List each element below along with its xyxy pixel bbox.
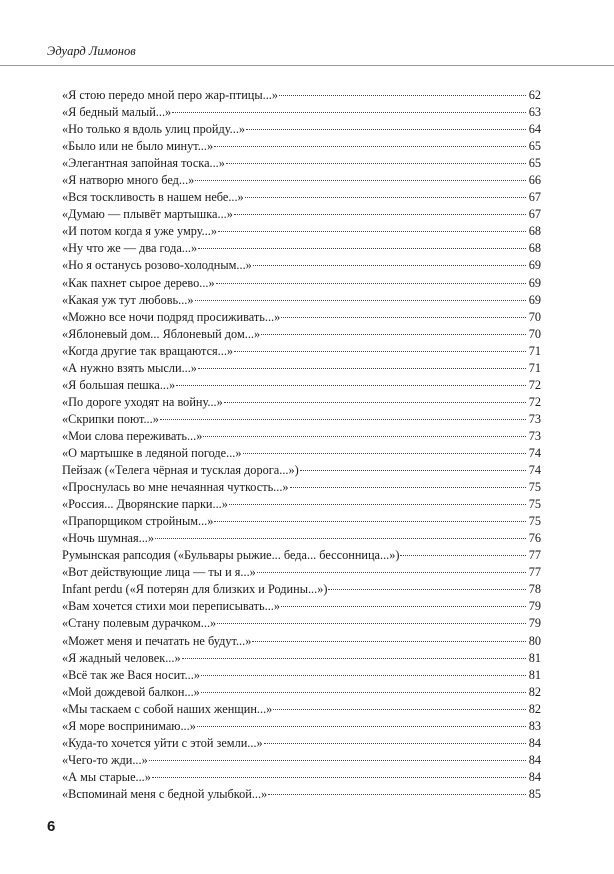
- toc-entry[interactable]: [62, 633, 541, 650]
- toc-entry[interactable]: [62, 309, 541, 326]
- dot-leader: [160, 419, 526, 420]
- dot-leader: [197, 726, 526, 727]
- toc-entry-title: «Чего-то жди...»: [62, 752, 148, 767]
- toc-entry[interactable]: [62, 172, 541, 189]
- toc-entry[interactable]: [62, 87, 541, 104]
- dot-leader: [252, 641, 526, 642]
- dot-leader: [195, 180, 526, 181]
- header-rule: [0, 65, 614, 66]
- dot-leader: [257, 572, 526, 573]
- toc-entry-title: «Стану полевым дурачком...»: [62, 616, 217, 631]
- toc-entry[interactable]: [62, 155, 541, 172]
- dot-leader: [234, 214, 526, 215]
- toc-entry-title: «Думаю — плывёт мартышка...»: [62, 207, 233, 222]
- toc-entry[interactable]: [62, 462, 541, 479]
- toc-entry[interactable]: [62, 326, 541, 343]
- toc-entry[interactable]: [62, 394, 541, 411]
- dot-leader: [149, 760, 526, 761]
- toc-entry[interactable]: [62, 769, 541, 786]
- dot-leader: [229, 504, 526, 505]
- toc-entry[interactable]: [62, 206, 541, 223]
- toc-entry-page: 74: [528, 445, 541, 460]
- dot-leader: [217, 623, 526, 624]
- page-number: 6: [47, 818, 56, 835]
- running-head: Эдуард Лимонов: [47, 44, 136, 58]
- toc-entry-title: «Ну что же — два года...»: [62, 241, 198, 256]
- dot-leader: [218, 231, 526, 232]
- toc-entry-page: 84: [528, 752, 541, 767]
- dot-leader: [246, 129, 526, 130]
- toc-entry-page: 69: [528, 292, 541, 307]
- toc-entry-title: «Мой дождевой балкон...»: [62, 684, 200, 699]
- toc-entry-page: 75: [528, 497, 541, 512]
- toc-entry[interactable]: [62, 684, 541, 701]
- toc-entry[interactable]: [62, 735, 541, 752]
- toc-entry-title: «Я натворю много бед...»: [62, 173, 195, 188]
- dot-leader: [216, 283, 526, 284]
- dot-leader: [172, 112, 526, 113]
- toc-entry-title: «Вам хочется стихи мои переписывать...»: [62, 599, 280, 614]
- toc-entry-page: 84: [528, 769, 541, 784]
- toc-entry-page: 82: [528, 701, 541, 716]
- dot-leader: [245, 197, 526, 198]
- toc-entry-page: 75: [528, 480, 541, 495]
- toc-entry-title: «Скрипки поют...»: [62, 411, 159, 426]
- toc-entry-page: 81: [528, 650, 541, 665]
- toc-entry-page: 65: [528, 156, 541, 171]
- toc-entry[interactable]: [62, 650, 541, 667]
- dot-leader: [281, 317, 526, 318]
- dot-leader: [155, 538, 526, 539]
- dot-leader: [243, 453, 526, 454]
- table-of-contents: [62, 87, 541, 803]
- dot-leader: [234, 351, 526, 352]
- toc-entry[interactable]: [62, 667, 541, 684]
- toc-entry[interactable]: [62, 343, 541, 360]
- toc-entry-title: Infant perdu («Я потерян для близких и Родины...»): [62, 582, 328, 597]
- toc-entry[interactable]: [62, 240, 541, 257]
- dot-leader: [214, 146, 526, 147]
- toc-entry-title: «Я бедный малый...»: [62, 105, 172, 120]
- toc-entry-title: «Но я останусь розово-холодным...»: [62, 258, 252, 273]
- dot-leader: [290, 487, 526, 488]
- toc-entry-page: 77: [528, 548, 541, 563]
- dot-leader: [176, 385, 526, 386]
- toc-entry-page: 70: [528, 326, 541, 341]
- toc-entry-title: «А нужно взять мысли...»: [62, 360, 197, 375]
- toc-entry-title: «Прапорщиком стройным...»: [62, 514, 214, 529]
- toc-entry-page: 79: [528, 599, 541, 614]
- dot-leader: [152, 777, 526, 778]
- toc-entry-title: «О мартышке в ледяной погоде...»: [62, 445, 242, 460]
- dot-leader: [226, 163, 526, 164]
- toc-entry-page: 82: [528, 684, 541, 699]
- toc-entry-title: «Может меня и печатать не будут...»: [62, 633, 252, 648]
- toc-entry-page: 76: [528, 531, 541, 546]
- dot-leader: [195, 300, 526, 301]
- toc-entry[interactable]: [62, 598, 541, 615]
- toc-entry[interactable]: [62, 138, 541, 155]
- toc-entry-page: 71: [528, 343, 541, 358]
- toc-entry-title: «Россия... Дворянские парки...»: [62, 497, 228, 512]
- toc-entry-title: «Я море воспринимаю...»: [62, 718, 196, 733]
- toc-entry-page: 78: [528, 582, 541, 597]
- toc-entry[interactable]: [62, 275, 541, 292]
- toc-entry-title: «По дороге уходят на войну...»: [62, 394, 223, 409]
- toc-entry[interactable]: [62, 752, 541, 769]
- toc-entry[interactable]: [62, 479, 541, 496]
- toc-entry-title: «Всё так же Вася носит...»: [62, 667, 200, 682]
- toc-entry-title: «И потом когда я уже умру...»: [62, 224, 217, 239]
- toc-entry-title: «Мои слова переживать...»: [62, 428, 203, 443]
- toc-entry[interactable]: [62, 104, 541, 121]
- toc-entry[interactable]: [62, 377, 541, 394]
- toc-entry-page: 68: [528, 241, 541, 256]
- toc-entry-page: 69: [528, 275, 541, 290]
- toc-entry-page: 62: [528, 88, 541, 102]
- toc-entry[interactable]: [62, 547, 541, 564]
- toc-entry-title: «Я жадный человек...»: [62, 650, 181, 665]
- dot-leader: [281, 606, 526, 607]
- toc-entry[interactable]: [62, 445, 541, 462]
- toc-entry-title: «Как пахнет сырое дерево...»: [62, 275, 215, 290]
- toc-entry-page: 63: [528, 105, 541, 120]
- toc-entry-title: «Вся тоскливость в нашем небе...»: [62, 190, 244, 205]
- toc-entry-page: 72: [528, 377, 541, 392]
- toc-entry-page: 65: [528, 139, 541, 154]
- toc-entry-title: «Проснулась во мне нечаянная чуткость...»: [62, 480, 289, 495]
- dot-leader: [328, 589, 526, 590]
- dot-leader: [253, 265, 526, 266]
- dot-leader: [201, 675, 526, 676]
- dot-leader: [182, 658, 526, 659]
- toc-entry-page: 77: [528, 565, 541, 580]
- dot-leader: [273, 709, 526, 710]
- toc-entry-title: «Вот действующие лица — ты и я...»: [62, 565, 256, 580]
- toc-entry[interactable]: [62, 189, 541, 206]
- dot-leader: [261, 334, 526, 335]
- toc-entry[interactable]: [62, 530, 541, 547]
- toc-entry-title: Румынская рапсодия («Бульвары рыжие... беда... бессонница...»): [62, 548, 400, 563]
- dot-leader: [214, 521, 526, 522]
- dot-leader: [400, 555, 526, 556]
- toc-entry-title: «Мы таскаем с собой наших женщин...»: [62, 701, 273, 716]
- toc-entry-title: «Можно все ночи подряд просиживать...»: [62, 309, 281, 324]
- toc-entry-page: 72: [528, 394, 541, 409]
- dot-leader: [300, 470, 526, 471]
- dot-leader: [224, 402, 526, 403]
- toc-entry-page: 83: [528, 718, 541, 733]
- toc-entry-title: «Какая уж тут любовь...»: [62, 292, 194, 307]
- toc-entry-title: «Вспоминай меня с бедной улыбкой...»: [62, 786, 268, 801]
- toc-entry-page: 79: [528, 616, 541, 631]
- dot-leader: [198, 368, 526, 369]
- dot-leader: [201, 692, 526, 693]
- toc-entry[interactable]: [62, 223, 541, 240]
- toc-entry-page: 73: [528, 411, 541, 426]
- toc-entry-page: 74: [528, 463, 541, 478]
- toc-entry[interactable]: [62, 581, 541, 598]
- toc-entry[interactable]: [62, 257, 541, 274]
- dot-leader: [198, 248, 526, 249]
- dot-leader: [279, 95, 526, 96]
- toc-entry[interactable]: [62, 411, 541, 428]
- toc-entry[interactable]: [62, 428, 541, 445]
- toc-entry-title: «Куда-то хочется уйти с этой земли...»: [62, 735, 263, 750]
- toc-entry-page: 81: [528, 667, 541, 682]
- toc-entry[interactable]: [62, 718, 541, 735]
- dot-leader: [268, 794, 526, 795]
- toc-entry[interactable]: [62, 564, 541, 581]
- toc-entry-page: 84: [528, 735, 541, 750]
- toc-entry[interactable]: [62, 360, 541, 377]
- toc-entry-title: Пейзаж («Телега чёрная и тусклая дорога...»): [62, 463, 299, 478]
- toc-entry-page: 71: [528, 360, 541, 375]
- toc-entry-title: «А мы старые...»: [62, 769, 151, 784]
- toc-entry[interactable]: [62, 513, 541, 530]
- toc-entry[interactable]: [62, 292, 541, 309]
- toc-entry-title: «Было или не было минут...»: [62, 139, 214, 154]
- toc-entry-page: 67: [528, 190, 541, 205]
- toc-entry[interactable]: [62, 121, 541, 138]
- toc-entry-page: 70: [528, 309, 541, 324]
- toc-entry-title: «Ночь шумная...»: [62, 531, 155, 546]
- toc-entry-page: 64: [528, 122, 541, 137]
- toc-entry-page: 69: [528, 258, 541, 273]
- toc-entry[interactable]: [62, 496, 541, 513]
- toc-entry-title: «Я стою передо мной перо жар-птицы...»: [62, 88, 278, 102]
- toc-entry-title: «Когда другие так вращаются...»: [62, 343, 234, 358]
- toc-entry-title: «Элегантная запойная тоска...»: [62, 156, 225, 171]
- toc-entry-title: «Но только я вдоль улиц пройду...»: [62, 122, 246, 137]
- toc-entry-title: «Я большая пешка...»: [62, 377, 176, 392]
- toc-entry-page: 80: [528, 633, 541, 648]
- dot-leader: [203, 436, 526, 437]
- toc-entry-page: 75: [528, 514, 541, 529]
- toc-entry[interactable]: [62, 615, 541, 632]
- toc-entry-page: 66: [528, 173, 541, 188]
- toc-entry-page: 73: [528, 428, 541, 443]
- toc-entry-page: 85: [528, 786, 541, 801]
- toc-entry-title: «Яблоневый дом... Яблоневый дом...»: [62, 326, 261, 341]
- toc-entry-page: 67: [528, 207, 541, 222]
- toc-entry-page: 68: [528, 224, 541, 239]
- toc-entry[interactable]: [62, 701, 541, 718]
- toc-entry[interactable]: [62, 786, 541, 803]
- dot-leader: [264, 743, 526, 744]
